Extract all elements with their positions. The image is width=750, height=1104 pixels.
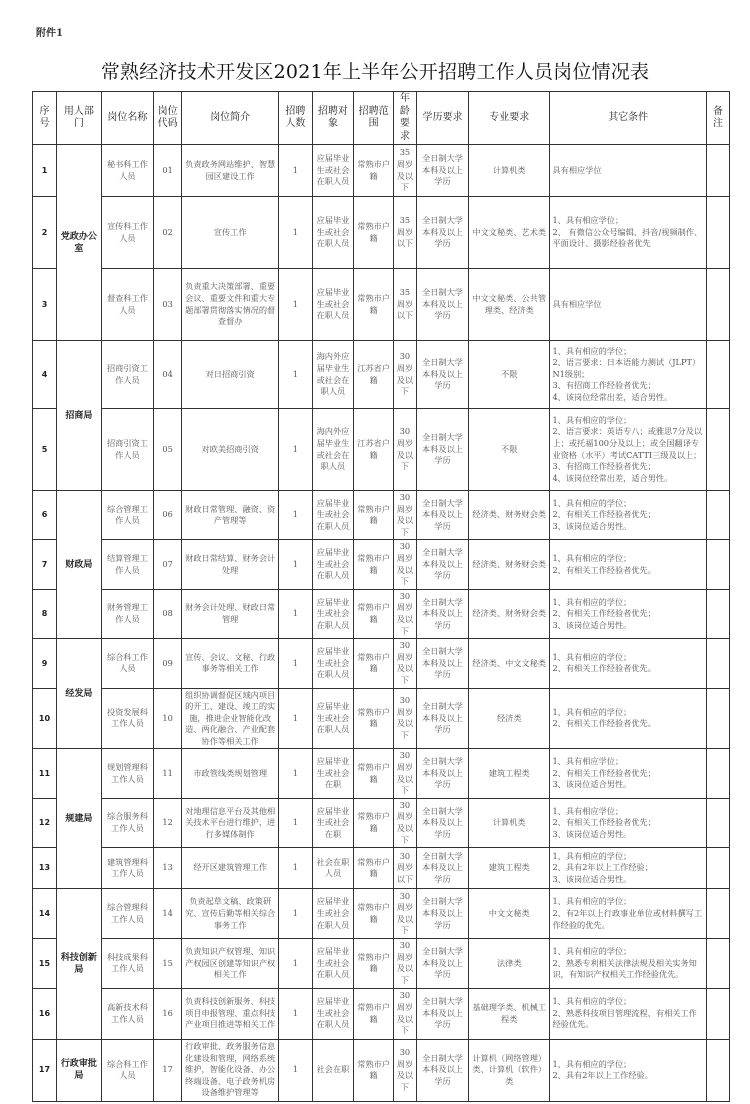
cell-major: 中文文秘类、艺术类 <box>469 197 550 269</box>
cell-desc: 对日招商引资 <box>182 341 279 409</box>
header-dept: 用人部门 <box>56 92 101 145</box>
cell-edu: 全日制大学本科及以上学历 <box>416 749 468 798</box>
cell-edu: 全日制大学本科及以上学历 <box>416 197 468 269</box>
cell-count: 1 <box>279 145 312 197</box>
cell-other <box>550 1039 707 1101</box>
cell-name: 督查科工作人员 <box>101 269 153 341</box>
cell-seq: 14 <box>33 889 57 939</box>
cell-count: 1 <box>279 491 312 540</box>
cell-note <box>706 848 729 889</box>
cell-other <box>550 589 707 638</box>
condition-line: 1、具有相应的学位； <box>552 345 632 356</box>
cell-count: 1 <box>279 889 312 939</box>
cell-edu: 全日制大学本科及以上学历 <box>416 798 468 847</box>
cell-major: 不限 <box>469 341 550 409</box>
cell-note <box>706 409 729 491</box>
condition-line: 2、具有2年以上工作经验； <box>552 862 653 873</box>
cell-seq: 9 <box>33 639 57 688</box>
header-seq: 序号 <box>33 92 57 145</box>
header-target: 招聘对象 <box>312 92 354 145</box>
header-edu: 学历要求 <box>416 92 468 145</box>
condition-line: 2、有相关工作经验者优先； <box>552 767 656 778</box>
table-row <box>33 145 730 197</box>
cell-name: 宣传科工作人员 <box>101 197 153 269</box>
condition-line: 1、具有相应的学位； <box>552 946 632 957</box>
cell-major: 法律类 <box>469 939 550 988</box>
cell-age: 30周岁及以下 <box>393 988 416 1039</box>
header-age: 年龄要求 <box>393 92 416 145</box>
condition-line: 1、具有相应的学位； <box>552 850 632 861</box>
cell-count: 1 <box>279 341 312 409</box>
cell-name: 招商引资工作人员 <box>101 341 153 409</box>
condition-line: 2、有相关工作经验者优先； <box>552 509 656 520</box>
cell-note <box>706 540 729 589</box>
cell-age: 30周岁及以下 <box>393 540 416 589</box>
cell-count: 1 <box>279 749 312 798</box>
cell-desc: 负责科技创新服务、科技项目申报管理、重点科技产业项目推进等相关工作 <box>182 988 279 1039</box>
cell-target: 应届毕业生或社会在职 <box>312 798 354 847</box>
condition-line: 2、有相关工作经验者优先； <box>552 608 656 619</box>
cell-name: 秘书科工作人员 <box>101 145 153 197</box>
cell-major: 建筑工程类 <box>469 848 550 889</box>
cell-target: 应届毕业生或社会在职人员 <box>312 589 354 638</box>
cell-other <box>550 145 707 197</box>
cell-edu: 全日制大学本科及以上学历 <box>416 688 468 749</box>
cell-edu: 全日制大学本科及以上学历 <box>416 145 468 197</box>
condition-line: 3、该岗位适合男性。 <box>552 828 632 839</box>
cell-dept: 财政局 <box>56 491 101 639</box>
cell-age: 30周岁及以下 <box>393 491 416 540</box>
cell-target: 应届毕业生或社会在职人员 <box>312 491 354 540</box>
cell-scope: 常熟市户籍 <box>354 540 394 589</box>
cell-code: 05 <box>154 409 182 491</box>
table-row <box>33 939 730 988</box>
condition-line: 4、该岗位经常出差，适合男性。 <box>552 472 673 483</box>
positions-table <box>32 91 730 1102</box>
cell-age: 30周岁及以下 <box>393 939 416 988</box>
cell-seq: 1 <box>33 145 57 197</box>
cell-other <box>550 749 707 798</box>
cell-desc: 财政日常管理、融资、资产管理等 <box>182 491 279 540</box>
document-title: 常熟经济技术开发区2021年上半年公开招聘工作人员岗位情况表 <box>100 61 650 83</box>
cell-seq: 17 <box>33 1039 57 1101</box>
cell-desc: 财务会计处理、财政日常管理 <box>182 589 279 638</box>
cell-name: 综合服务科工作人员 <box>101 798 153 847</box>
cell-age: 30周岁及以下 <box>393 409 416 491</box>
cell-code: 10 <box>154 688 182 749</box>
cell-seq: 16 <box>33 988 57 1039</box>
cell-note <box>706 269 729 341</box>
cell-other <box>550 848 707 889</box>
cell-major: 中文文秘类 <box>469 889 550 939</box>
cell-name: 招商引资工作人员 <box>101 409 153 491</box>
header-desc: 岗位简介 <box>182 92 279 145</box>
cell-count: 1 <box>279 848 312 889</box>
condition-line: 2、有相关工作经验者优先。 <box>552 663 656 674</box>
cell-edu: 全日制大学本科及以上学历 <box>416 988 468 1039</box>
condition-line: 3、该岗位适合男性。 <box>552 779 632 790</box>
cell-age: 30周岁及以下 <box>393 1039 416 1101</box>
cell-other <box>550 639 707 688</box>
condition-line: 1、具有相应的学位； <box>552 1058 632 1069</box>
cell-major: 经济类、中文文秘类 <box>469 639 550 688</box>
cell-count: 1 <box>279 798 312 847</box>
cell-major: 经济类 <box>469 688 550 749</box>
cell-note <box>706 688 729 749</box>
cell-target: 应届毕业生或社会在职人员 <box>312 145 354 197</box>
cell-scope: 常熟市户籍 <box>354 688 394 749</box>
cell-code: 04 <box>154 341 182 409</box>
cell-age: 30周岁及以下 <box>393 688 416 749</box>
cell-dept: 规建局 <box>56 749 101 889</box>
cell-major: 经济类、财务财会类 <box>469 540 550 589</box>
cell-major: 建筑工程类 <box>469 749 550 798</box>
cell-desc: 负责重大决策部署、重要会议、重要文件和重大专题部署贯彻落实情况的督查督办 <box>182 269 279 341</box>
cell-code: 09 <box>154 639 182 688</box>
cell-code: 15 <box>154 939 182 988</box>
cell-count: 1 <box>279 540 312 589</box>
cell-dept: 科技创新局 <box>56 889 101 1039</box>
cell-target: 应届毕业生或社会在职人员 <box>312 269 354 341</box>
cell-seq: 2 <box>33 197 57 269</box>
cell-major: 经济类、财务财会类 <box>469 491 550 540</box>
cell-age: 35周岁及以下 <box>393 145 416 197</box>
cell-other <box>550 688 707 749</box>
cell-note <box>706 491 729 540</box>
cell-desc: 负责政务网站维护、智慧园区建设工作 <box>182 145 279 197</box>
table-row <box>33 848 730 889</box>
cell-desc: 负责知识产权管理、知识产权园区创建等知识产权相关工作 <box>182 939 279 988</box>
cell-seq: 12 <box>33 798 57 847</box>
condition-line: 2、语言要求：英语专八；或雅思7分及以上；或托福100分及以上；或全国翻译专业资格（水平）考试CATTI三级及以上； <box>552 426 703 460</box>
cell-code: 12 <box>154 798 182 847</box>
cell-target: 应届毕业生或社会在职人员 <box>312 688 354 749</box>
cell-name: 投资发展科工作人员 <box>101 688 153 749</box>
cell-age: 35周岁以下 <box>393 197 416 269</box>
cell-age: 30周岁以下 <box>393 848 416 889</box>
cell-scope: 常熟市户籍 <box>354 749 394 798</box>
cell-desc: 行政审批、政务服务信息化建设和管理，网络系统维护，智能化设备、办公终端设备、电子政务机房设备维护管理等 <box>182 1039 279 1101</box>
cell-other <box>550 540 707 589</box>
cell-other <box>550 889 707 939</box>
header-name: 岗位名称 <box>101 92 153 145</box>
cell-scope: 常熟市户籍 <box>354 197 394 269</box>
cell-code: 07 <box>154 540 182 589</box>
cell-target: 社会在职 <box>312 1039 354 1101</box>
cell-scope: 常熟市户籍 <box>354 145 394 197</box>
condition-line: 2、具有2年以上工作经验。 <box>552 1070 653 1081</box>
cell-code: 11 <box>154 749 182 798</box>
table-row <box>33 749 730 798</box>
cell-desc: 财政日常结算、财务会计处理 <box>182 540 279 589</box>
condition-line: 3、该岗位适合男性。 <box>552 520 632 531</box>
cell-scope: 常熟市户籍 <box>354 988 394 1039</box>
cell-code: 14 <box>154 889 182 939</box>
cell-edu: 全日制大学本科及以上学历 <box>416 1039 468 1101</box>
cell-age: 30周岁及以下 <box>393 749 416 798</box>
cell-edu: 全日制大学本科及以上学历 <box>416 889 468 939</box>
cell-other <box>550 197 707 269</box>
cell-note <box>706 749 729 798</box>
table-row <box>33 1039 730 1101</box>
cell-edu: 全日制大学本科及以上学历 <box>416 589 468 638</box>
condition-line: 2、有相关工作经验者优先。 <box>552 718 656 729</box>
table-row <box>33 589 730 638</box>
cell-major: 经济类、财务财会类 <box>469 589 550 638</box>
cell-seq: 13 <box>33 848 57 889</box>
cell-name: 综合科工作人员 <box>101 1039 153 1101</box>
table-row <box>33 798 730 847</box>
table-header-row <box>33 92 730 145</box>
condition-line: 2、熟悉专利相关法律法规及相关实务知识，有知识产权相关工作经验优先。 <box>552 957 697 980</box>
attachment-label: 附件1 <box>36 28 63 39</box>
cell-other <box>550 939 707 988</box>
cell-target: 应届毕业生或社会在职 <box>312 749 354 798</box>
cell-other <box>550 491 707 540</box>
cell-target: 海内外应届毕业生或社会在职人员 <box>312 409 354 491</box>
cell-seq: 5 <box>33 409 57 491</box>
cell-target: 应届毕业生或社会在职人员 <box>312 540 354 589</box>
condition-line: 2、熟悉科技项目管理流程，有相关工作经验优先。 <box>552 1007 697 1030</box>
cell-desc: 组织协调督促区域内项目的开工、建设、竣工的实施，推进企业智能化改造、两化融合、产业配套协作等相关工作 <box>182 688 279 749</box>
table-row <box>33 197 730 269</box>
cell-scope: 常熟市户籍 <box>354 1039 394 1101</box>
condition-line: 4、该岗位经常出差，适合男性。 <box>552 391 673 402</box>
cell-code: 08 <box>154 589 182 638</box>
cell-name: 综合管理工作人员 <box>101 491 153 540</box>
condition-line: 1、具有相应的学位； <box>552 552 632 563</box>
cell-target: 海内外应届毕业生或社会在职人员 <box>312 341 354 409</box>
table-row <box>33 409 730 491</box>
condition-line: 3、该岗位适合男性。 <box>552 619 632 630</box>
condition-line: 3、该岗位适合男性。 <box>552 874 632 885</box>
cell-seq: 6 <box>33 491 57 540</box>
cell-age: 35周岁以下 <box>393 269 416 341</box>
cell-desc: 宣传工作 <box>182 197 279 269</box>
cell-name: 综合管理科工作人员 <box>101 889 153 939</box>
cell-name: 建筑管理科工作人员 <box>101 848 153 889</box>
cell-seq: 8 <box>33 589 57 638</box>
cell-age: 30周岁及以下 <box>393 589 416 638</box>
cell-seq: 7 <box>33 540 57 589</box>
condition-line: 1、具有相应的学位； <box>552 414 632 425</box>
cell-name: 高新技术科工作人员 <box>101 988 153 1039</box>
condition-line: 1、具有相应的学位； <box>552 596 632 607</box>
cell-age: 30周岁及以下 <box>393 889 416 939</box>
cell-major: 计算机（网络管理）类、计算机（软件）类 <box>469 1039 550 1101</box>
cell-edu: 全日制大学本科及以上学历 <box>416 269 468 341</box>
cell-desc: 市政管线类规划管理 <box>182 749 279 798</box>
cell-other <box>550 341 707 409</box>
condition-line: 2、语言要求：日本语能力测试（JLPT）N1级别； <box>552 357 701 379</box>
cell-count: 1 <box>279 639 312 688</box>
cell-major: 计算机类 <box>469 145 550 197</box>
cell-name: 综合科工作人员 <box>101 639 153 688</box>
table-row <box>33 889 730 939</box>
cell-scope: 常熟市户籍 <box>354 798 394 847</box>
cell-scope: 常熟市户籍 <box>354 848 394 889</box>
cell-count: 1 <box>279 988 312 1039</box>
cell-major: 中文文秘类、公共管理类、经济类 <box>469 269 550 341</box>
condition-line: 1、具有相应的学位； <box>552 497 632 508</box>
table-row <box>33 341 730 409</box>
cell-count: 1 <box>279 269 312 341</box>
condition-line: 2、有相关工作经验者优先。 <box>552 564 656 575</box>
cell-code: 13 <box>154 848 182 889</box>
cell-name: 结算管理工作人员 <box>101 540 153 589</box>
condition-line: 2、有相关工作经验者优先； <box>552 817 656 828</box>
cell-target: 应届毕业生或社会在职人员 <box>312 988 354 1039</box>
cell-code: 16 <box>154 988 182 1039</box>
condition-line: 2、 有微信公众号编辑、抖音/视频制作、平面设计、摄影经验者优先 <box>552 226 703 249</box>
cell-note <box>706 197 729 269</box>
cell-note <box>706 589 729 638</box>
cell-desc: 经开区建筑管理工作 <box>182 848 279 889</box>
cell-seq: 11 <box>33 749 57 798</box>
condition-line: 3、有招商工作经验者优先； <box>552 461 656 472</box>
cell-note <box>706 939 729 988</box>
cell-major: 不限 <box>469 409 550 491</box>
cell-edu: 全日制大学本科及以上学历 <box>416 409 468 491</box>
cell-major: 计算机类 <box>469 798 550 847</box>
cell-note <box>706 889 729 939</box>
table-row <box>33 269 730 341</box>
cell-count: 1 <box>279 409 312 491</box>
cell-note <box>706 341 729 409</box>
cell-code: 01 <box>154 145 182 197</box>
cell-scope: 常熟市户籍 <box>354 639 394 688</box>
cell-other <box>550 798 707 847</box>
header-scope: 招聘范围 <box>354 92 394 145</box>
cell-edu: 全日制大学本科及以上学历 <box>416 341 468 409</box>
cell-note <box>706 988 729 1039</box>
condition-line: 1、具有相应学位； <box>552 756 624 767</box>
header-count: 招聘人数 <box>279 92 312 145</box>
cell-count: 1 <box>279 939 312 988</box>
header-note: 备注 <box>706 92 729 145</box>
header-other: 其它条件 <box>550 92 707 145</box>
cell-count: 1 <box>279 688 312 749</box>
cell-note <box>706 798 729 847</box>
cell-desc: 负责起草文稿、政策研究、宣传后勤等相关综合事务工作 <box>182 889 279 939</box>
cell-dept: 党政办公室 <box>56 145 101 341</box>
cell-major: 基础理学类、机械工程类 <box>469 988 550 1039</box>
table-row <box>33 639 730 688</box>
cell-name: 规划管理科工作人员 <box>101 749 153 798</box>
cell-dept: 经发局 <box>56 639 101 749</box>
table-row <box>33 688 730 749</box>
cell-seq: 15 <box>33 939 57 988</box>
cell-note <box>706 639 729 688</box>
condition-line: 1、具有相应学位； <box>552 215 624 226</box>
cell-edu: 全日制大学本科及以上学历 <box>416 540 468 589</box>
cell-scope: 常熟市户籍 <box>354 939 394 988</box>
cell-scope: 江苏省户籍 <box>354 409 394 491</box>
cell-dept: 行政审批局 <box>56 1039 101 1101</box>
cell-seq: 3 <box>33 269 57 341</box>
cell-note <box>706 145 729 197</box>
cell-count: 1 <box>279 589 312 638</box>
condition-line: 1、具有相应的学位； <box>552 996 632 1007</box>
cell-scope: 常熟市户籍 <box>354 269 394 341</box>
cell-name: 科技成果科工作人员 <box>101 939 153 988</box>
cell-code: 17 <box>154 1039 182 1101</box>
cell-desc: 宣传、会议、文秘、行政事务等相关工作 <box>182 639 279 688</box>
header-major: 专业要求 <box>469 92 550 145</box>
cell-age: 30周岁及以下 <box>393 639 416 688</box>
cell-edu: 全日制大学本科及以上学历 <box>416 639 468 688</box>
table-row <box>33 988 730 1039</box>
cell-scope: 常熟市户籍 <box>354 589 394 638</box>
cell-target: 社会在职人员 <box>312 848 354 889</box>
cell-other <box>550 269 707 341</box>
table-row <box>33 540 730 589</box>
cell-edu: 全日制大学本科及以上学历 <box>416 939 468 988</box>
header-code: 岗位代码 <box>154 92 182 145</box>
cell-code: 03 <box>154 269 182 341</box>
cell-note <box>706 1039 729 1101</box>
condition-line: 具有相应学位 <box>552 298 602 309</box>
cell-seq: 10 <box>33 688 57 749</box>
cell-edu: 全日制大学本科及以上学历 <box>416 491 468 540</box>
cell-age: 30周岁及以下 <box>393 341 416 409</box>
cell-scope: 常熟市户籍 <box>354 889 394 939</box>
cell-name: 财务管理工作人员 <box>101 589 153 638</box>
cell-target: 应届毕业生或社会在职人员 <box>312 197 354 269</box>
cell-desc: 对欧美招商引资 <box>182 409 279 491</box>
cell-count: 1 <box>279 197 312 269</box>
condition-line: 具有相应学位 <box>552 164 602 175</box>
cell-other <box>550 988 707 1039</box>
table-row <box>33 491 730 540</box>
condition-line: 1、具有相应的学位； <box>552 896 632 907</box>
cell-seq: 4 <box>33 341 57 409</box>
cell-edu: 全日制大学本科及以上学历 <box>416 848 468 889</box>
cell-count: 1 <box>279 1039 312 1101</box>
cell-target: 应届毕业生或社会在职人员 <box>312 939 354 988</box>
cell-desc: 对地理信息平台及其他相关技术平台进行维护，进行多媒体制作 <box>182 798 279 847</box>
cell-target: 应届毕业生或社会在职人员 <box>312 889 354 939</box>
condition-line: 2、有2年以上行政事业单位或材料撰写工作经验的优先。 <box>552 907 703 930</box>
condition-line: 1、具有相应的学位； <box>552 706 632 717</box>
cell-other <box>550 409 707 491</box>
cell-scope: 江苏省户籍 <box>354 341 394 409</box>
condition-line: 3、有招商工作经验者优先； <box>552 380 656 391</box>
cell-code: 02 <box>154 197 182 269</box>
cell-scope: 常熟市户籍 <box>354 491 394 540</box>
condition-line: 1、具有相应的学位； <box>552 651 632 662</box>
cell-dept: 招商局 <box>56 341 101 491</box>
cell-age: 30周岁及以下 <box>393 798 416 847</box>
cell-code: 06 <box>154 491 182 540</box>
cell-target: 应届毕业生或社会在职人员 <box>312 639 354 688</box>
condition-line: 1、具有相应学位； <box>552 805 624 816</box>
